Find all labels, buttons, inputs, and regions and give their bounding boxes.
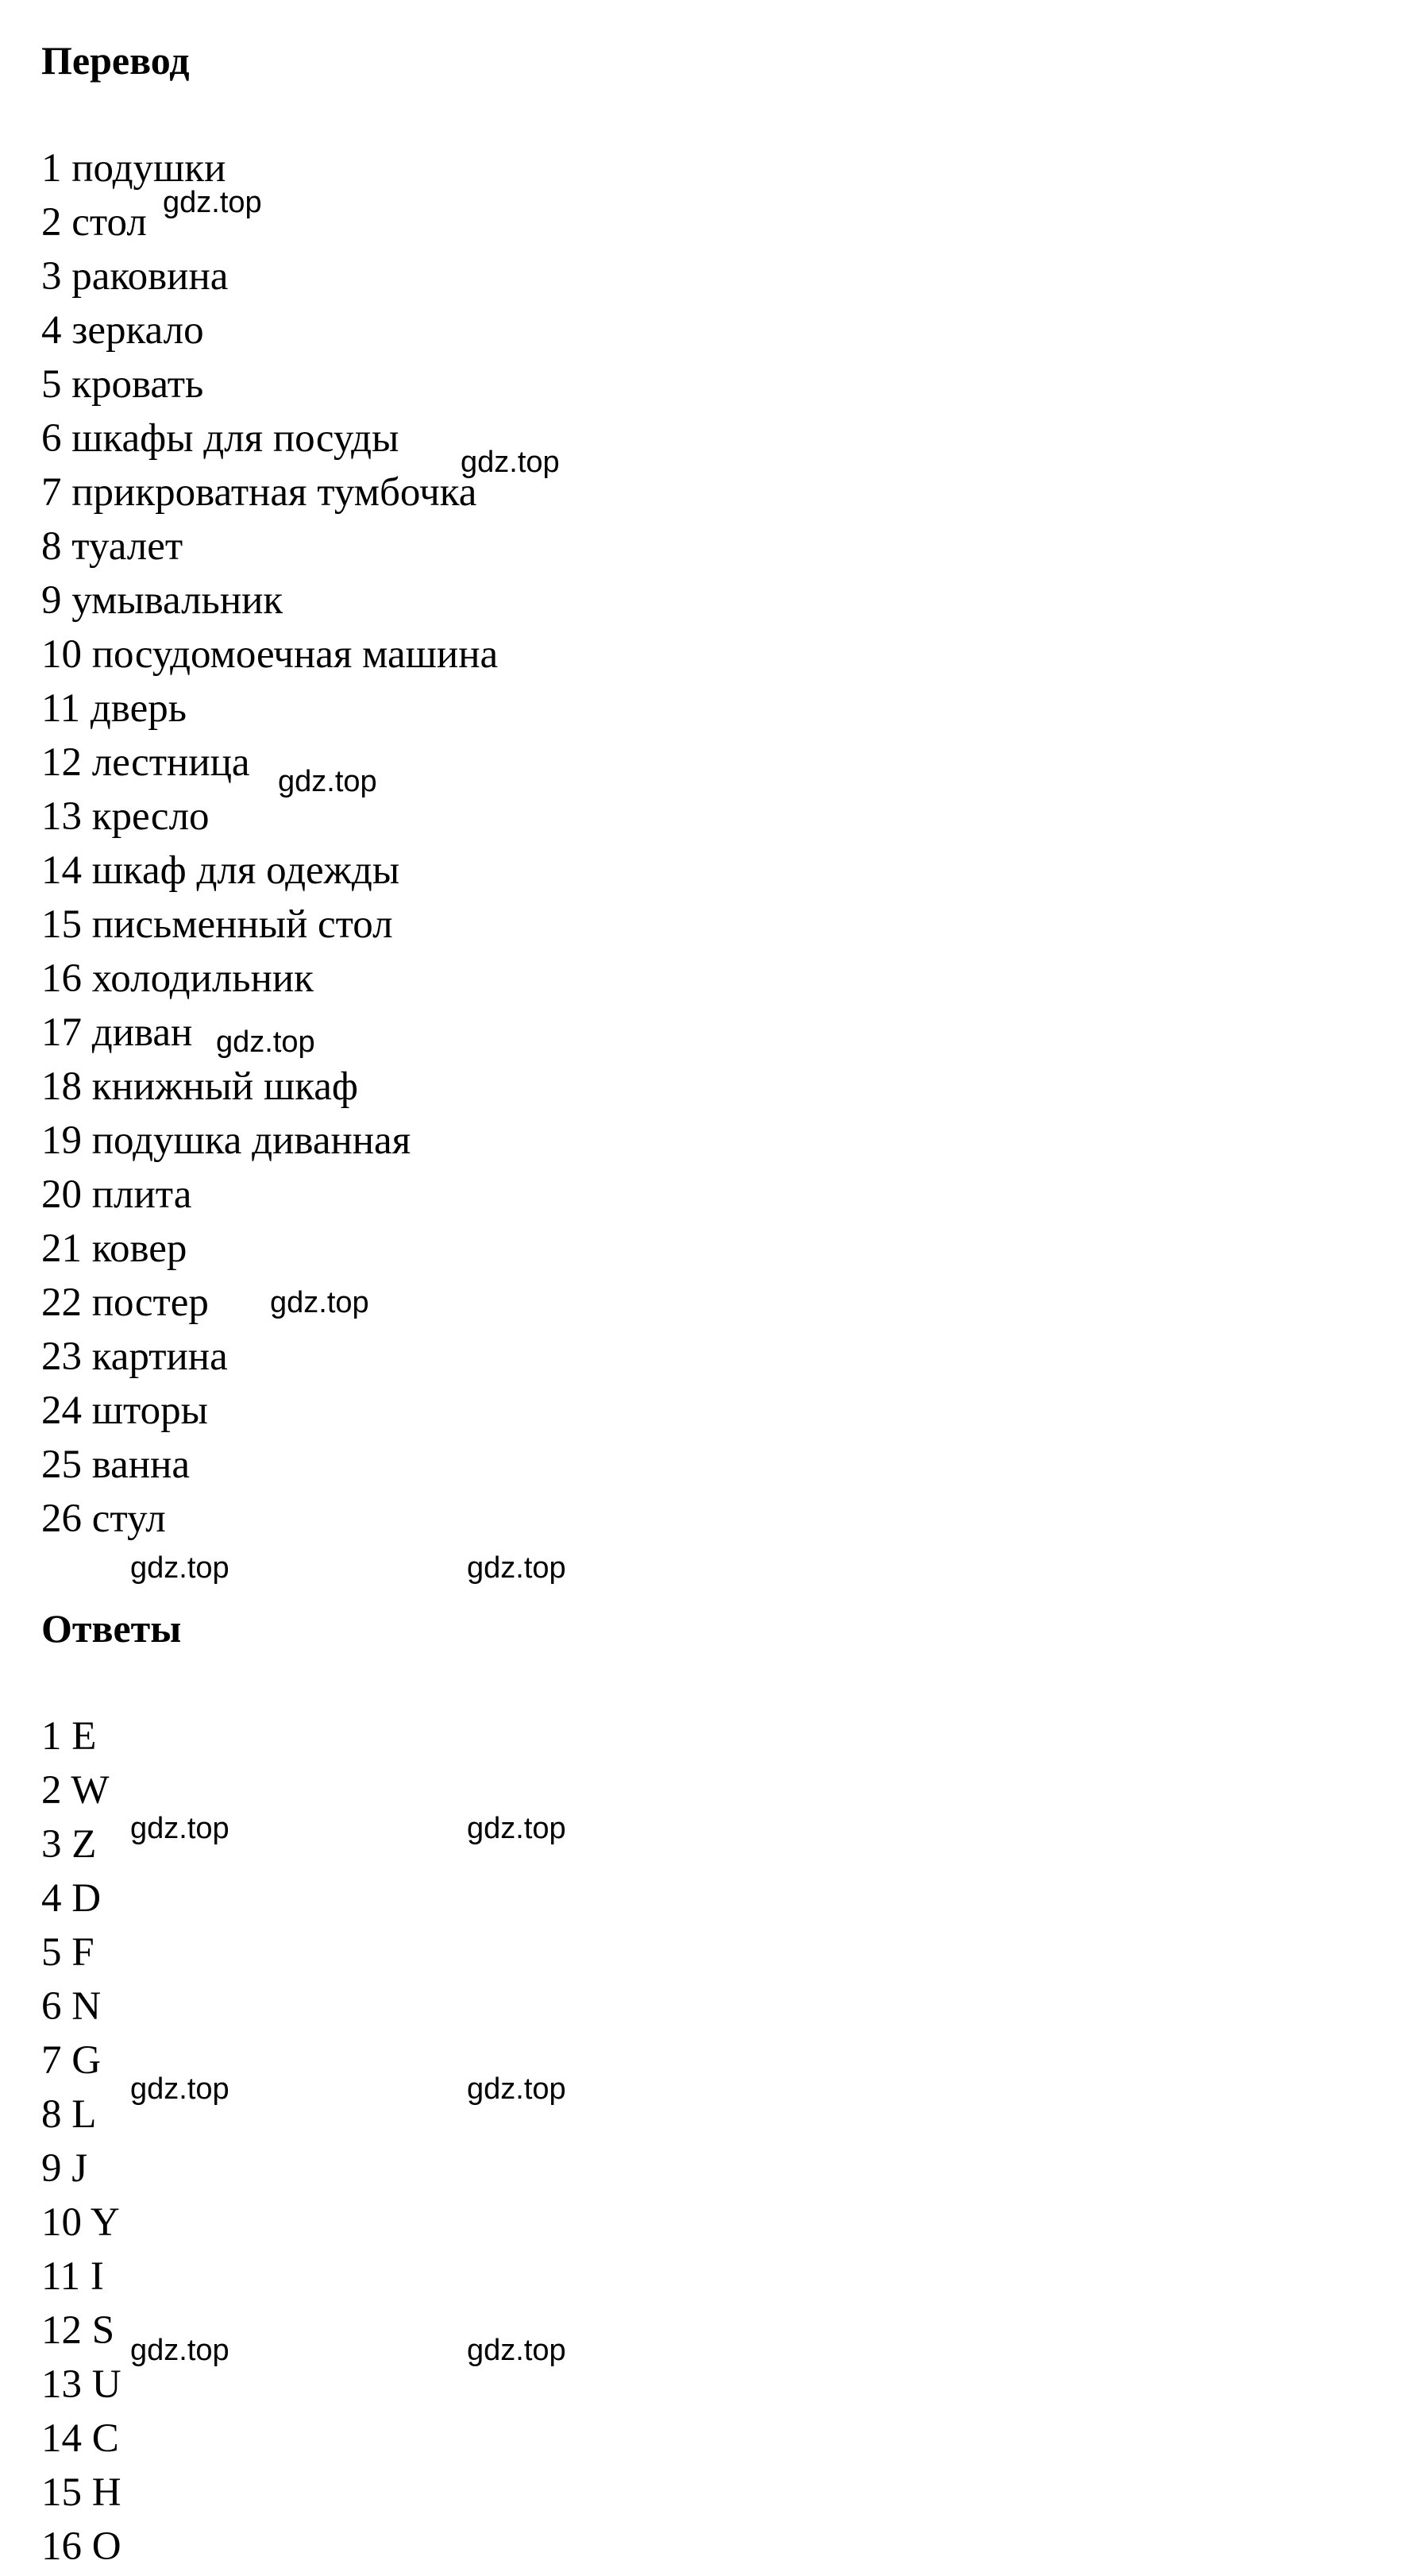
answer-item: 1 E xyxy=(41,1714,97,1759)
answer-item: 12 S xyxy=(41,2308,115,2353)
answer-item: 9 J xyxy=(41,2146,88,2191)
answer-item: 4 D xyxy=(41,1876,102,1921)
translation-item: 14 шкаф для одежды xyxy=(41,848,400,893)
translation-item: 5 кровать xyxy=(41,362,204,407)
translation-item: 9 умывальник xyxy=(41,578,283,623)
answer-item: 3 Z xyxy=(41,1822,97,1867)
translation-item: 20 плита xyxy=(41,1172,192,1217)
translation-item: 7 прикроватная тумбочка xyxy=(41,470,477,515)
watermark: gdz.top xyxy=(467,2072,566,2106)
translation-item: 24 шторы xyxy=(41,1388,208,1433)
watermark: gdz.top xyxy=(467,2334,566,2367)
translation-item: 19 подушка диванная xyxy=(41,1118,411,1163)
translation-item: 22 постер xyxy=(41,1280,209,1325)
answer-item: 15 H xyxy=(41,2470,121,2515)
translation-item: 1 подушки xyxy=(41,146,226,191)
watermark: gdz.top xyxy=(130,1551,229,1585)
translation-item: 16 холодильник xyxy=(41,956,314,1001)
translation-item: 18 книжный шкаф xyxy=(41,1064,358,1109)
watermark: gdz.top xyxy=(467,1812,566,1845)
answer-item: 14 C xyxy=(41,2416,119,2461)
translation-item: 12 лестница xyxy=(41,740,250,785)
translation-item: 10 посудомоечная машина xyxy=(41,632,499,677)
translation-item: 15 письменный стол xyxy=(41,902,393,947)
answer-item: 2 W xyxy=(41,1768,110,1813)
translation-item: 4 зеркало xyxy=(41,308,204,353)
watermark: gdz.top xyxy=(467,1551,566,1585)
translation-item: 13 кресло xyxy=(41,794,210,839)
watermark: gdz.top xyxy=(163,186,262,219)
watermark: gdz.top xyxy=(130,2072,229,2106)
translation-item: 11 дверь xyxy=(41,686,187,731)
answer-item: 5 F xyxy=(41,1930,94,1975)
answer-item: 10 Y xyxy=(41,2200,120,2245)
translation-list xyxy=(41,141,498,1546)
answer-item: 6 N xyxy=(41,1984,102,2029)
watermark: gdz.top xyxy=(130,2334,229,2367)
translation-item: 17 диван xyxy=(41,1010,193,1055)
answer-item: 8 L xyxy=(41,2092,97,2137)
translation-heading: Перевод xyxy=(41,38,190,83)
answers-heading: Ответы xyxy=(41,1606,182,1651)
watermark: gdz.top xyxy=(130,1812,229,1845)
translation-item: 23 картина xyxy=(41,1334,228,1379)
translation-item: 25 ванна xyxy=(41,1442,191,1487)
answers-list xyxy=(41,1709,121,2574)
answer-item: 13 U xyxy=(41,2362,121,2407)
translation-item: 6 шкафы для посуды xyxy=(41,416,399,461)
answer-item: 16 O xyxy=(41,2524,121,2569)
translation-item: 26 стул xyxy=(41,1497,166,1541)
answer-item: 7 G xyxy=(41,2038,102,2083)
answer-item: 11 I xyxy=(41,2254,104,2299)
watermark: gdz.top xyxy=(216,1025,315,1059)
watermark: gdz.top xyxy=(461,446,560,479)
translation-item: 21 ковер xyxy=(41,1226,187,1271)
watermark: gdz.top xyxy=(278,765,377,798)
translation-item: 3 раковина xyxy=(41,254,229,299)
translation-item: 8 туалет xyxy=(41,524,183,569)
translation-item: 2 стол xyxy=(41,200,147,245)
watermark: gdz.top xyxy=(270,1286,369,1319)
